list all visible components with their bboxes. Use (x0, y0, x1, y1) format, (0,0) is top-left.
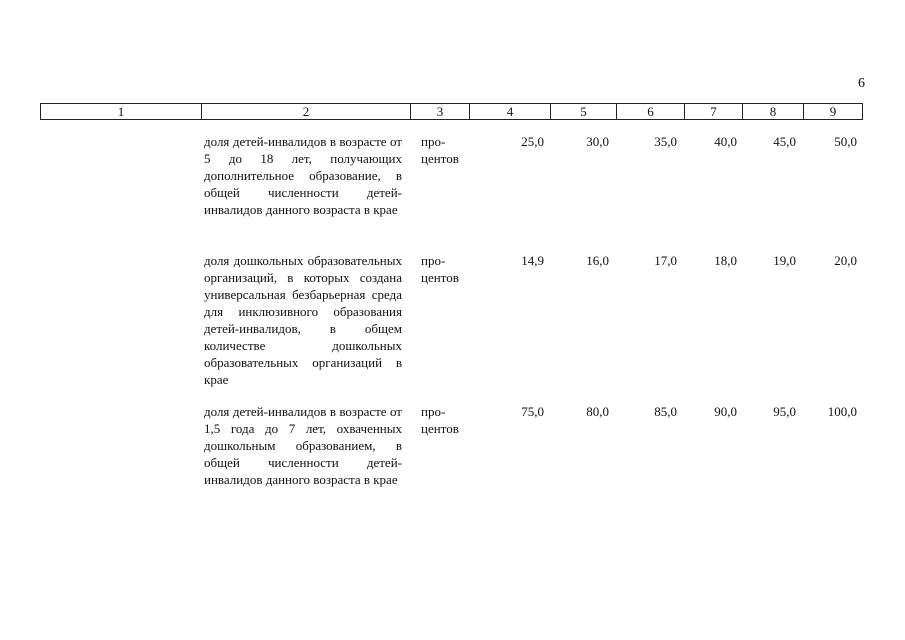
unit-line-2: центов (421, 421, 459, 436)
column-header-6: 6 (616, 104, 684, 119)
value-col-9: 100,0 (827, 404, 857, 419)
value-col-8: 95,0 (773, 404, 796, 419)
value-col-9: 50,0 (834, 134, 857, 149)
column-header-2: 2 (201, 104, 410, 119)
value-col-8: 45,0 (773, 134, 796, 149)
unit-cell (421, 133, 467, 167)
value-col-5: 30,0 (586, 134, 609, 149)
value-col-6: 35,0 (654, 134, 677, 149)
indicator-description: доля детей-инвалидов в возрасте от 5 до 18 лет, получающих дополнительное образование, в общей численности детей-инвалидов данного возраста в крае (204, 134, 402, 217)
value-col-4: 75,0 (521, 404, 544, 419)
value-col-6: 17,0 (654, 253, 677, 268)
value-col-9: 20,0 (834, 253, 857, 268)
unit-cell (421, 403, 467, 437)
column-header-1: 1 (117, 104, 125, 119)
column-header-7: 7 (684, 104, 742, 119)
unit-cell (421, 252, 467, 286)
column-header-4: 4 (469, 104, 550, 119)
value-col-5: 80,0 (586, 404, 609, 419)
column-header-8: 8 (742, 104, 803, 119)
column-header-5: 5 (550, 104, 616, 119)
value-col-7: 40,0 (714, 134, 737, 149)
unit-line-2: центов (421, 151, 459, 166)
value-col-7: 90,0 (714, 404, 737, 419)
indicator-description: доля детей-инвалидов в возрасте от 1,5 года до 7 лет, охваченных дошкольным образованием, в общей численности детей-инвалидов данного возраста в крае (204, 404, 402, 487)
column-header-3: 3 (410, 104, 469, 119)
value-col-5: 16,0 (586, 253, 609, 268)
unit-line-2: центов (421, 270, 459, 285)
value-col-4: 14,9 (521, 253, 544, 268)
table-header-row (40, 103, 863, 120)
indicator-description: доля дошкольных образовательных организаций, в которых создана универсальная безбарьерная среда для инклюзивного образования детей-инвалидов, в общем количестве дошкольных образовательных организаций в крае (204, 253, 402, 387)
unit-line-1: про- (421, 134, 446, 149)
column-header-9: 9 (803, 104, 862, 119)
unit-line-1: про- (421, 253, 446, 268)
value-col-4: 25,0 (521, 134, 544, 149)
unit-line-1: про- (421, 404, 446, 419)
value-col-8: 19,0 (773, 253, 796, 268)
page-number: 6 (858, 76, 865, 91)
value-col-6: 85,0 (654, 404, 677, 419)
value-col-7: 18,0 (714, 253, 737, 268)
